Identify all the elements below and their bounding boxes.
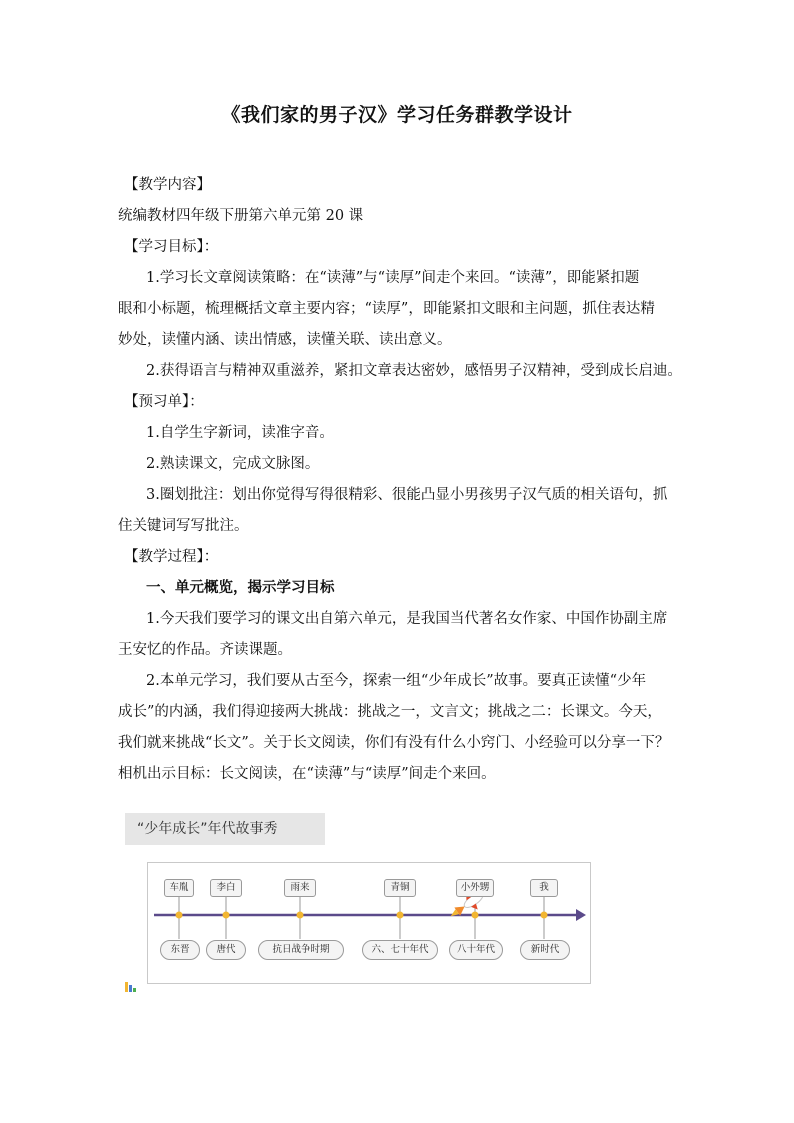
paragraph-line: 2.本单元学习，我们要从古至今，探索一组“少年成长”故事。要真正读懂“少年 xyxy=(146,673,647,689)
timeline-person-label: 我 xyxy=(530,879,558,897)
timeline-era-label: 八十年代 xyxy=(449,940,503,960)
heading-teaching-process: 【教学过程】： xyxy=(124,549,219,565)
image-anchor-icon xyxy=(124,980,138,994)
paragraph-line: 眼和小标题，梳理概括文章主要内容；“读厚”，即能紧扣文眼和主问题，抓住表达精 xyxy=(118,301,655,317)
timeline-arrowhead xyxy=(576,909,586,921)
timeline-connectors xyxy=(179,896,544,939)
paragraph-line: 统编教材四年级下册第六单元第 20 课 xyxy=(118,208,364,224)
paragraph-line: 2.熟读课文，完成文脉图。 xyxy=(146,456,320,472)
section-heading: 一、单元概览，揭示学习目标 xyxy=(146,580,335,596)
paragraph-line: 成长”的内涵，我们得迎接两大挑战：挑战之一，文言文；挑战之二：长课文。今天， xyxy=(118,704,662,720)
timeline-era-label: 六、七十年代 xyxy=(362,940,438,960)
paragraph-line: 3.圈划批注：划出你觉得写得很精彩、很能凸显小男孩男子汉气质的相关语句，抓 xyxy=(146,487,668,503)
timeline-era-label: 东晋 xyxy=(160,940,200,960)
timeline-person-label: 雨来 xyxy=(284,879,316,897)
paragraph-line: 妙处，读懂内涵、读出情感，读懂关联、读出意义。 xyxy=(118,332,452,348)
timeline-person-label: 李白 xyxy=(210,879,242,897)
document-title: 《我们家的男子汉》学习任务群教学设计 xyxy=(221,104,573,126)
paragraph-line: 我们就来挑战“长文”。关于长文阅读，你们有没有什么小窍门、小经验可以分享一下？ xyxy=(118,735,670,751)
paragraph-line: 相机出示目标：长文阅读，在“读薄”与“读厚”间走个来回。 xyxy=(118,766,496,782)
timeline-person-label: 小外甥 xyxy=(456,879,494,897)
paragraph-line: 王安忆的作品。齐读课题。 xyxy=(118,642,292,658)
timeline-era-label: 唐代 xyxy=(206,940,246,960)
heading-teaching-content: 【教学内容】 xyxy=(124,177,211,193)
paragraph-line: 住关键词写写批注。 xyxy=(118,518,249,534)
paragraph-line: 1.今天我们要学习的课文出自第六单元，是我国当代著名女作家、中国作协副主席 xyxy=(146,611,668,627)
timeline-figure xyxy=(147,862,591,984)
paragraph-line: 1.自学生字新词，读准字音。 xyxy=(146,425,334,441)
timeline-era-label: 抗日战争时期 xyxy=(258,940,344,960)
paragraph-line: 2.获得语言与精神双重滋养，紧扣文章表达密妙，感悟男子汉精神，受到成长启迪。 xyxy=(146,363,682,379)
timeline-person-label: 车胤 xyxy=(164,879,194,897)
timeline-era-label: 新时代 xyxy=(520,940,570,960)
timeline-person-label: 青铜 xyxy=(384,879,416,897)
heading-learning-goals: 【学习目标】： xyxy=(124,239,219,255)
figure-banner: “少年成长”年代故事秀 xyxy=(125,813,325,845)
paragraph-line: 1.学习长文章阅读策略：在“读薄”与“读厚”间走个来回。“读薄”，即能紧扣题 xyxy=(146,270,640,286)
heading-preview: 【预习单】： xyxy=(124,394,204,410)
